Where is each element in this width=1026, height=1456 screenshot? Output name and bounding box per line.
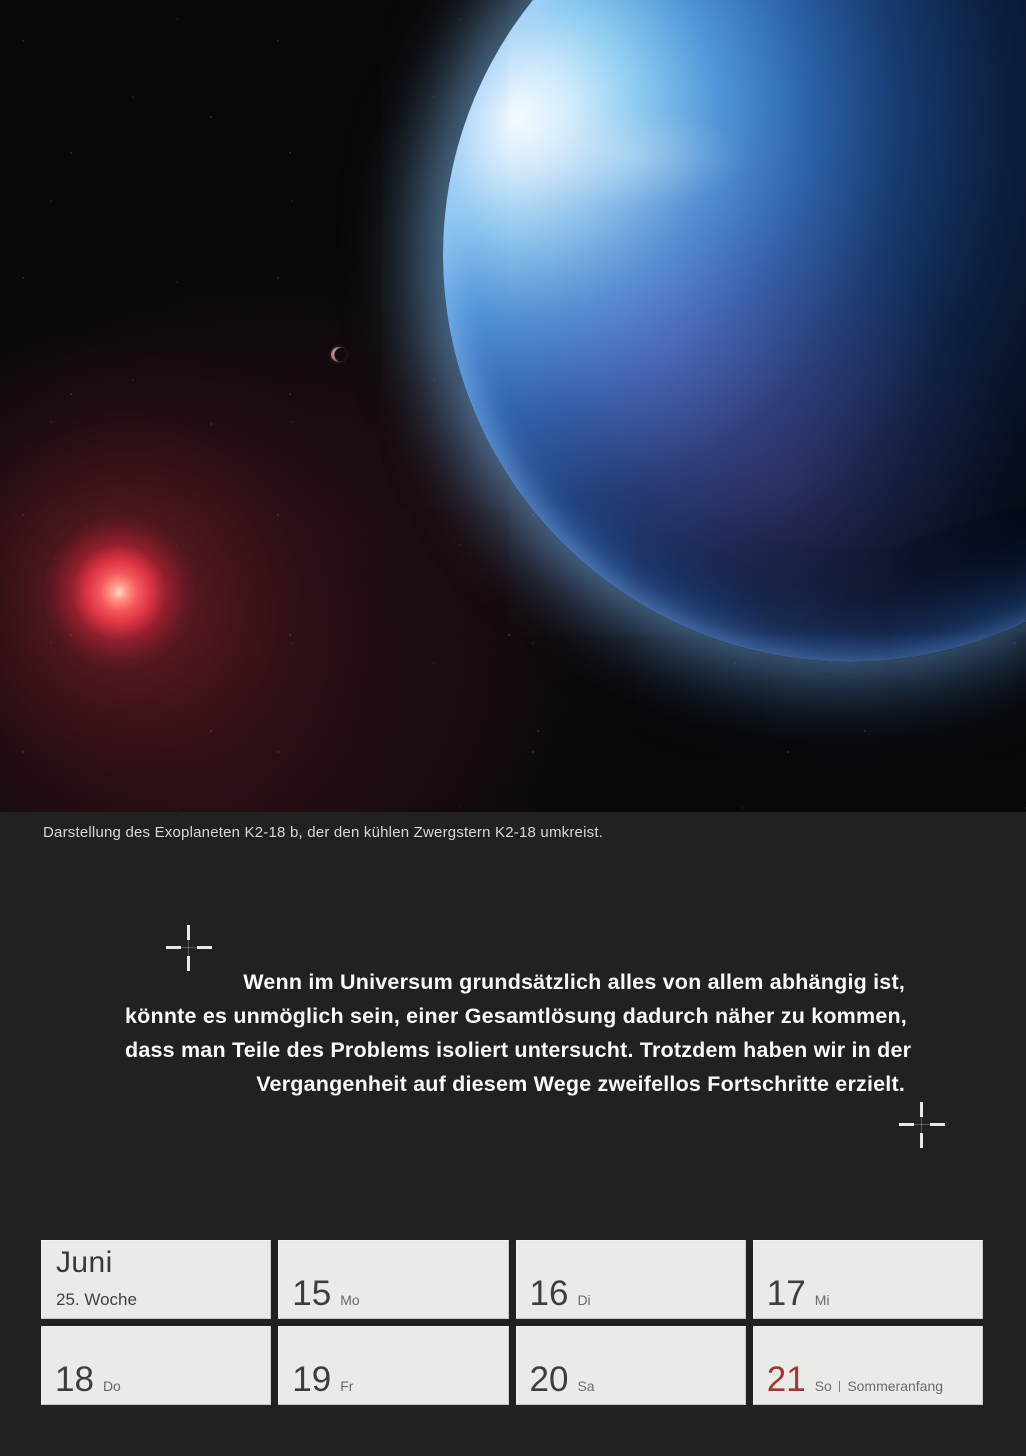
regmark-segment	[920, 1102, 923, 1117]
weekday-label: Sa	[577, 1378, 595, 1394]
image-caption: Darstellung des Exoplaneten K2-18 b, der den kühlen Zwergstern K2-18 umkreist.	[43, 824, 604, 841]
day-cell-20	[516, 1326, 746, 1405]
day-line	[767, 1362, 943, 1397]
regmark-segment	[899, 1123, 914, 1126]
day-note: Sommeranfang	[832, 1378, 943, 1394]
day-number: 16	[529, 1274, 569, 1313]
quote-block	[125, 965, 912, 1101]
weekday-label: Di	[577, 1292, 591, 1308]
weekday-label: Do	[102, 1378, 121, 1394]
day-number: 21	[766, 1360, 806, 1399]
day-number: 19	[292, 1360, 332, 1399]
day-number: 15	[292, 1274, 332, 1313]
day-line	[530, 1276, 591, 1311]
day-line	[55, 1362, 121, 1397]
day-line	[767, 1276, 830, 1311]
day-cell-16	[516, 1240, 746, 1319]
weekday-label: Fr	[340, 1378, 354, 1394]
quote-line: könnte es unmöglich sein, einer Gesamtlösung dadurch näher zu kommen,	[125, 1004, 907, 1028]
registration-mark-icon	[899, 1102, 945, 1148]
calendar-week-grid	[41, 1240, 983, 1405]
day-cell-18	[41, 1326, 271, 1405]
quote-line: dass man Teile des Problems isoliert untersucht. Trotzdem haben wir in der	[125, 1038, 912, 1062]
day-number: 18	[55, 1360, 94, 1399]
day-line	[530, 1362, 595, 1397]
day-cell-15	[278, 1240, 508, 1319]
day-number: 20	[529, 1360, 569, 1399]
quote-line: Wenn im Universum grundsätzlich alles von allem abhängig ist,	[243, 970, 905, 994]
day-cell-19	[278, 1326, 508, 1405]
day-cell-21-sunday	[753, 1326, 983, 1405]
day-line	[292, 1362, 353, 1397]
red-dwarf-star	[44, 517, 194, 667]
quote-line: Vergangenheit auf diesem Wege zweifellos Fortschritte erzielt.	[256, 1072, 905, 1096]
distant-moon	[331, 347, 346, 362]
day-line	[292, 1276, 359, 1311]
regmark-segment	[930, 1123, 945, 1126]
regmark-segment	[920, 1133, 923, 1148]
day-number: 17	[766, 1274, 806, 1313]
week-number-label: 25. Woche	[56, 1290, 137, 1309]
weekday-label: Mo	[340, 1292, 360, 1308]
regmark-segment	[197, 946, 212, 949]
weekday-label: So	[814, 1378, 832, 1394]
month-title: Juni	[56, 1246, 113, 1279]
day-cell-17	[753, 1240, 983, 1319]
calendar-header-cell	[41, 1240, 271, 1319]
regmark-segment	[166, 946, 181, 949]
weekday-label: Mi	[814, 1292, 830, 1308]
regmark-segment	[187, 925, 190, 940]
